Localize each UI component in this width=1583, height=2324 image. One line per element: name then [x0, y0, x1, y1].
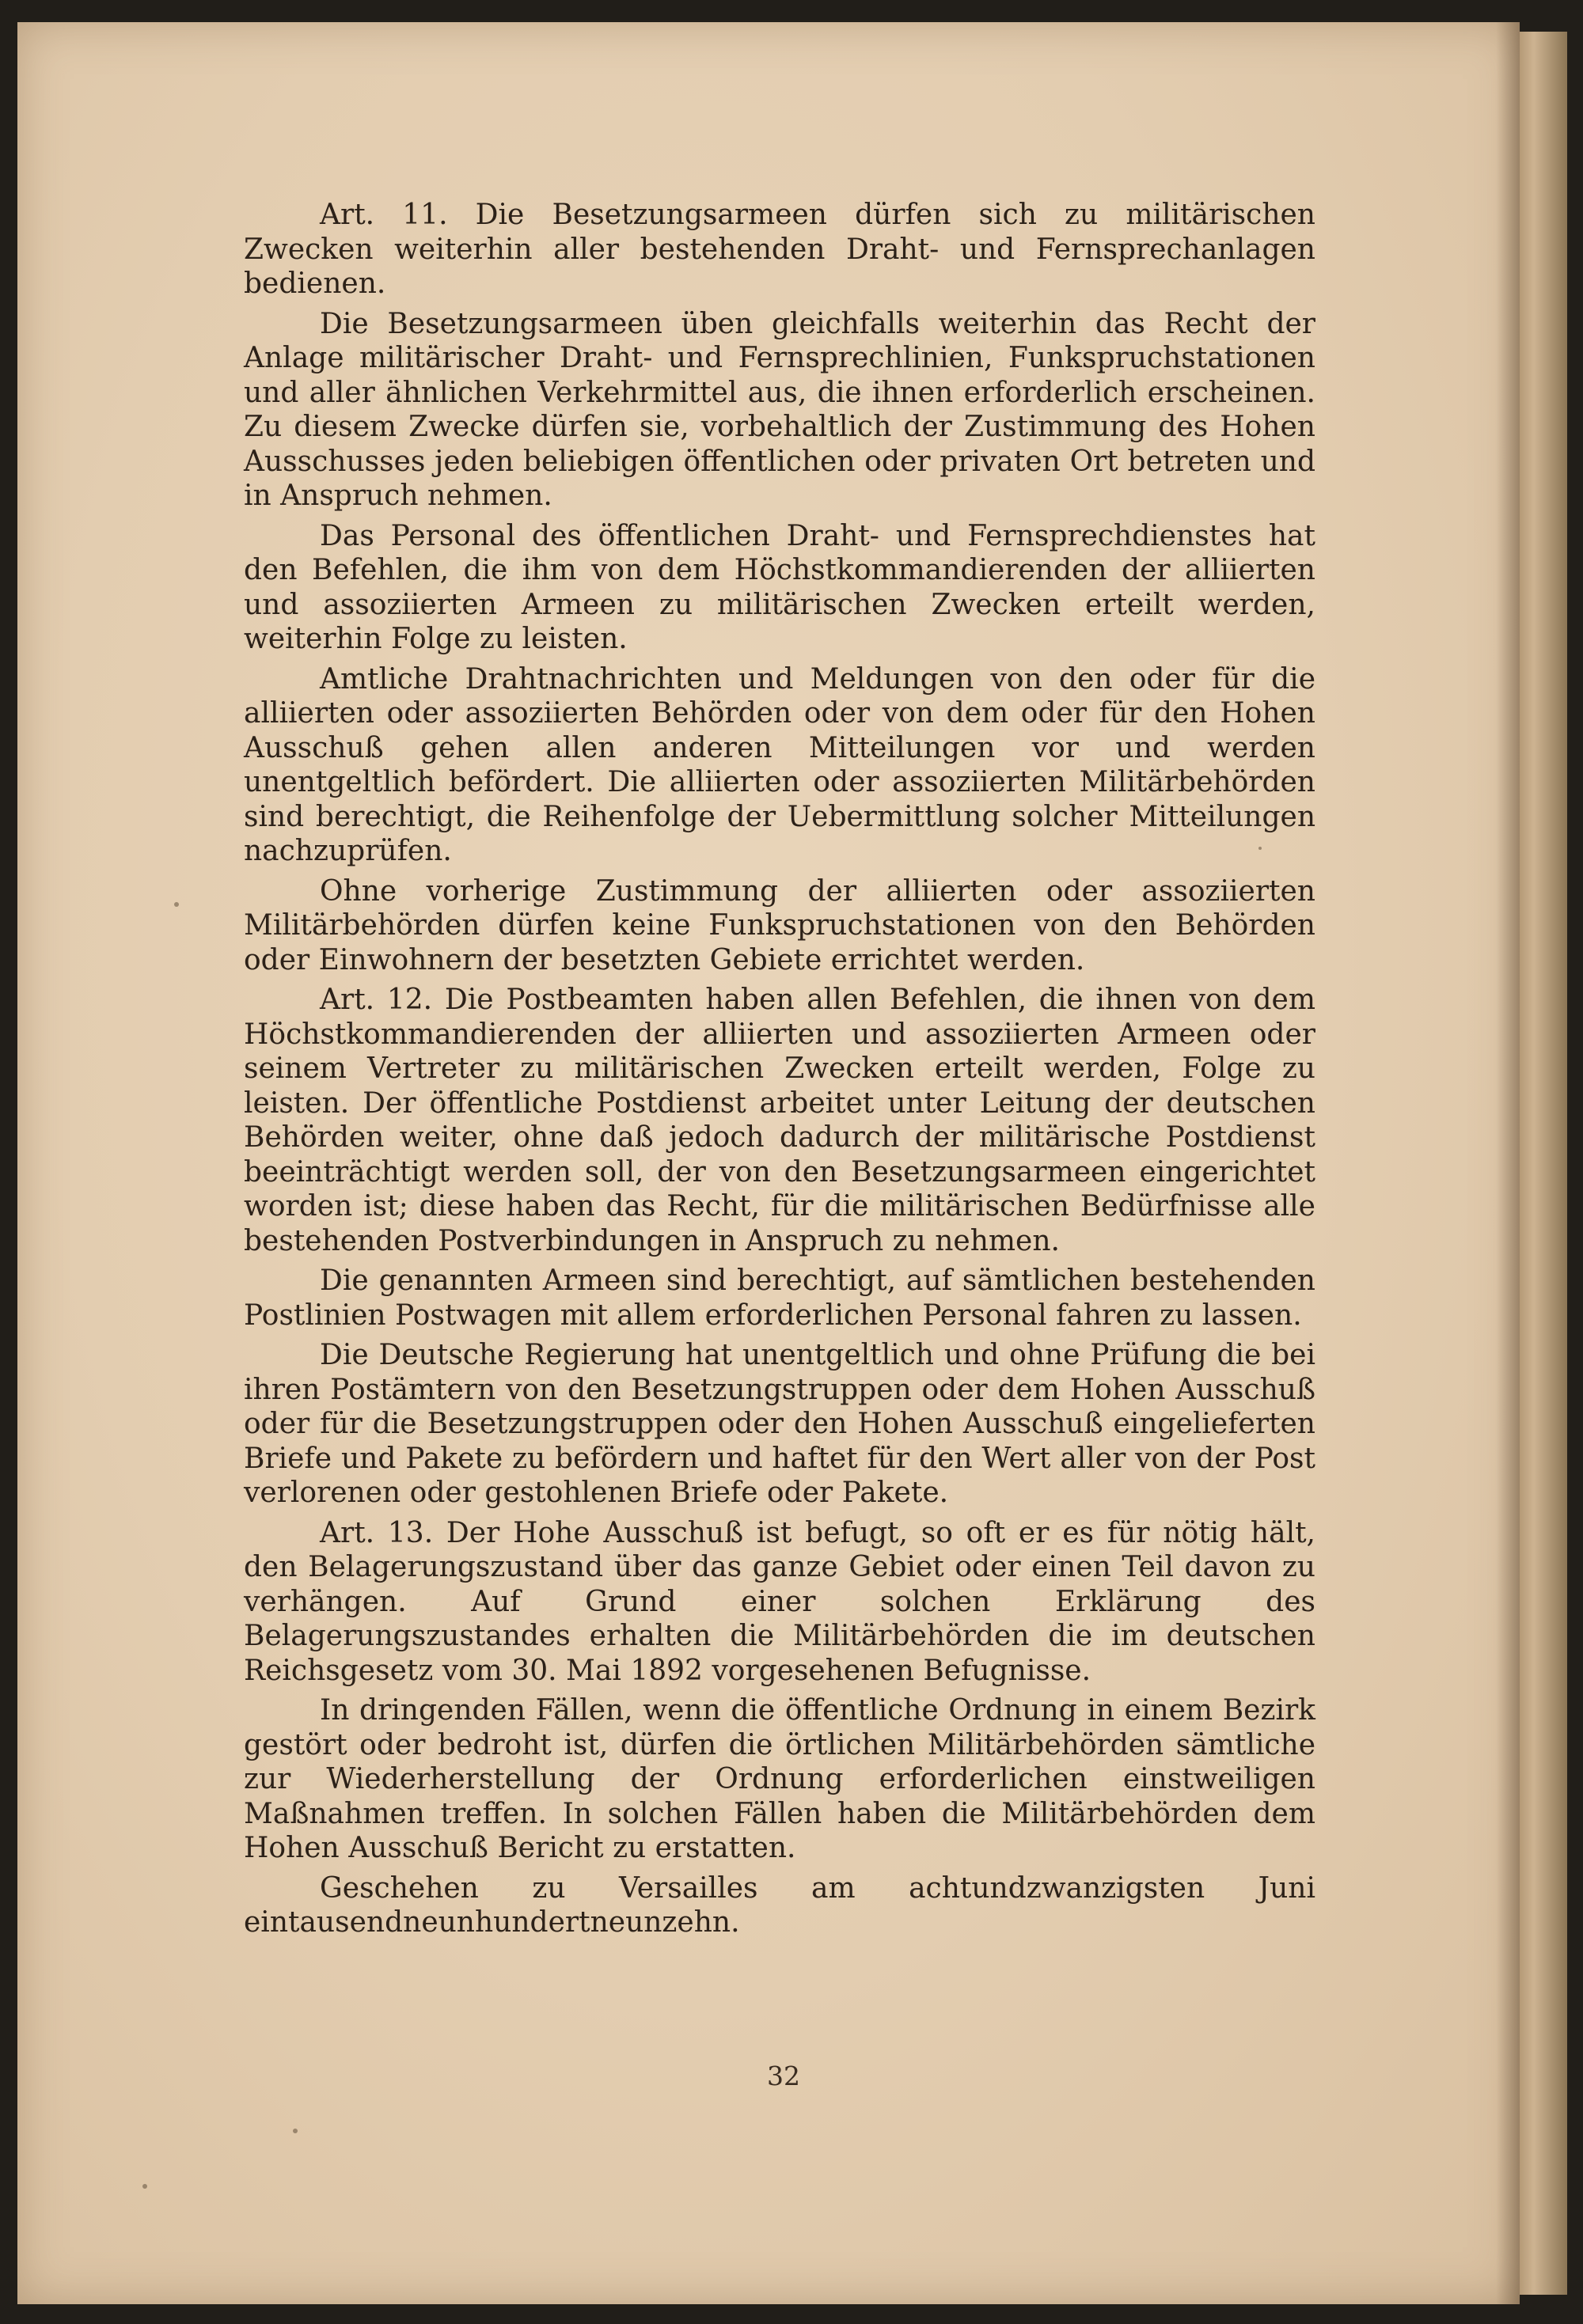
paragraph-dringende-faelle: In dringenden Fällen, wenn die öffentliche Ordnung in einem Bezirk gestört oder bedroht ist, dürfen die örtlichen Militärbehörden sämtliche zur Wiederherstellung der Ordnung erforderlichen einstweiligen Maßnahmen treffen. In solchen Fällen haben die Militärbehörden dem Hohen Ausschuß Bericht zu erstatten.: [244, 1694, 1315, 1864]
paragraph-deutsche-regierung: Die Deutsche Regierung hat unentgeltlich und ohne Prüfung die bei ihren Postämtern von den Besetzungstruppen oder dem Hohen Ausschuß oder für die Besetzungstruppen oder den Hohen Ausschuß eingelieferten Briefe und Pakete zu befördern und haftet für den Wert aller von der Post verlorenen oder gestohlenen Briefe oder Pakete.: [244, 1339, 1315, 1509]
page-number: 32: [767, 2061, 800, 2091]
paragraph-art-13: Art. 13. Der Hohe Ausschuß ist befugt, so oft er es für nötig hält, den Belagerungszustand über das ganze Gebiet oder einen Teil davon zu verhängen. Auf Grund einer solchen Erklärung des Belagerungszustandes erhalten die Militärbehörden die im deutschen Reichsgesetz vom 30. Mai 1892 vorgesehenen Befugnisse.: [244, 1516, 1315, 1687]
paragraph-geschehen-versailles: Geschehen zu Versailles am achtundzwanzigsten Juni eintausendneunhundertneunzehn.: [244, 1871, 1315, 1939]
paragraph-funkspruchstationen: Ohne vorherige Zustimmung der alliierten oder assoziierten Militärbehörden dürfen keine Funkspruchstationen von den Behörden oder Einwohnern der besetzten Gebiete errichtet werden.: [244, 874, 1315, 976]
next-page-edge: [1520, 32, 1567, 2295]
paragraph-postlinien: Die genannten Armeen sind berechtigt, auf sämtlichen bestehenden Postlinien Postwagen mit allem erforderlichen Personal fahren zu lassen.: [244, 1264, 1315, 1332]
binding-shadow: [1496, 22, 1520, 2304]
paper-speck: [293, 2129, 298, 2133]
paper-speck: [174, 902, 179, 907]
paragraph-art-11: Art. 11. Die Besetzungsarmeen dürfen sich zu militärischen Zwecken weiterhin aller bestehenden Draht- und Fernsprechanlagen bedienen.: [244, 199, 1315, 300]
paragraph-personal-drahtdienst: Das Personal des öffentlichen Draht- und Fernsprechdienstes hat den Befehlen, die ihm von dem Höchstkommandierenden der alliierten und assoziierten Armeen zu militärischen Zwecken erteilt werden, weiterhin Folge zu leisten.: [244, 519, 1315, 655]
paper-speck: [142, 2184, 147, 2189]
document-body: [244, 198, 1315, 1946]
paragraph-besetzungsarmeen-anlage: Die Besetzungsarmeen üben gleichfalls weiterhin das Recht der Anlage militärischer Draht- und Fernsprechlinien, Funkspruchstationen und aller ähnlichen Verkehrmittel aus, die ihnen erforderlich erscheinen. Zu diesem Zwecke dürfen sie, vorbehaltlich der Zustimmung des Hohen Ausschusses jeden beliebigen öffentlichen oder privaten Ort betreten und in Anspruch nehmen.: [244, 307, 1315, 512]
paragraph-art-12: Art. 12. Die Postbeamten haben allen Befehlen, die ihnen von dem Höchstkommandierenden der alliierten und assoziierten Armeen oder seinem Vertreter zu militärischen Zwecken erteilt werden, Folge zu leisten. Der öffentliche Postdienst arbeitet unter Leitung der deutschen Behörden weiter, ohne daß jedoch dadurch der militärische Postdienst beeinträchtigt werden soll, der von den Besetzungsarmeen eingerichtet worden ist; diese haben das Recht, für die militärischen Bedürfnisse alle bestehenden Postverbindungen in Anspruch zu nehmen.: [244, 984, 1315, 1257]
paper-speck: [1258, 847, 1262, 850]
paragraph-amtliche-drahtnachrichten: Amtliche Drahtnachrichten und Meldungen von den oder für die alliierten oder assoziierten Behörden oder von dem oder für den Hohen Ausschuß gehen allen anderen Mitteilungen vor und werden unentgeltlich befördert. Die alliierten oder assoziierten Militärbehörden sind berechtigt, die Reihenfolge der Uebermittlung solcher Mitteilungen nachzuprüfen.: [244, 662, 1315, 867]
